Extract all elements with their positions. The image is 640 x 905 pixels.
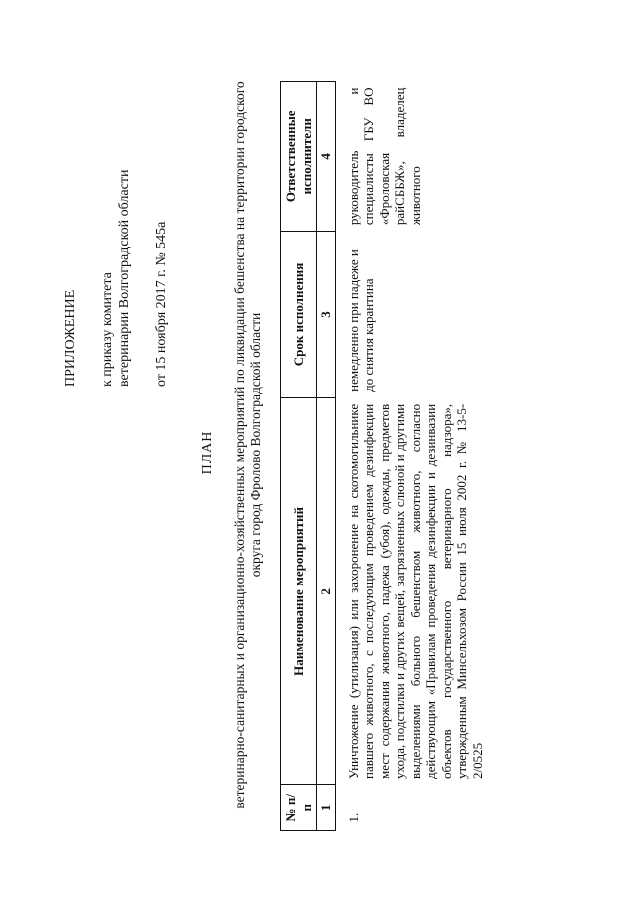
header-num: № п/п [281,785,317,831]
header-name: Наименование мероприятий [281,398,317,785]
row-number: 1. [345,812,361,823]
column-number: 1 [317,785,336,831]
header-responsible: Ответственные исполнители [281,82,317,232]
row-responsible: руководитель и специалисты ГБУ ВО «Фроловская райСББЖ», владелец животного [345,87,423,226]
plan-title: ПЛАН [200,430,215,475]
plan-table [280,81,487,831]
column-number: 2 [317,398,336,785]
column-numbers-row [317,82,336,831]
appendix-block [62,107,170,387]
plan-subtitle: ветеринарно-санитарных и организационно-хозяйственных мероприятий по ликвидации бешенства на территории городского округа город Фролово Волгоградской области [232,81,263,809]
appendix-line-1: к приказу комитета [100,272,115,387]
row-measure: Уничтожение (утилизация) или захоронение на скотомогильнике павшего животного, с последующим проведением дезинфекции мест содержания животного, падежа (убоя), одежды, предметов ухода, подстилки и других вещей, загрязненных слюной и другими выделениями больного бешенством животного, согласно действующим «Правилам проведения дезинфекции и дезинвазии объектов государственного ветеринарного надзора», утвержденным Минсельхозом России 15 июля 2002 г. № 13-5-2/0525 [345,403,485,779]
column-number: 3 [317,231,336,398]
appendix-date: от 15 ноября 2017 г. № 545а [154,221,169,387]
table-header-row [281,82,317,831]
header-term: Срок исполнения [281,231,317,398]
appendix-line-2: ветеринарии Волгоградской области [117,169,132,387]
row-term: немедленно при падеже и до снятия карантина [345,249,376,392]
appendix-title: ПРИЛОЖЕНИЕ [63,289,78,387]
table-row [335,82,487,831]
column-number: 4 [317,82,336,232]
